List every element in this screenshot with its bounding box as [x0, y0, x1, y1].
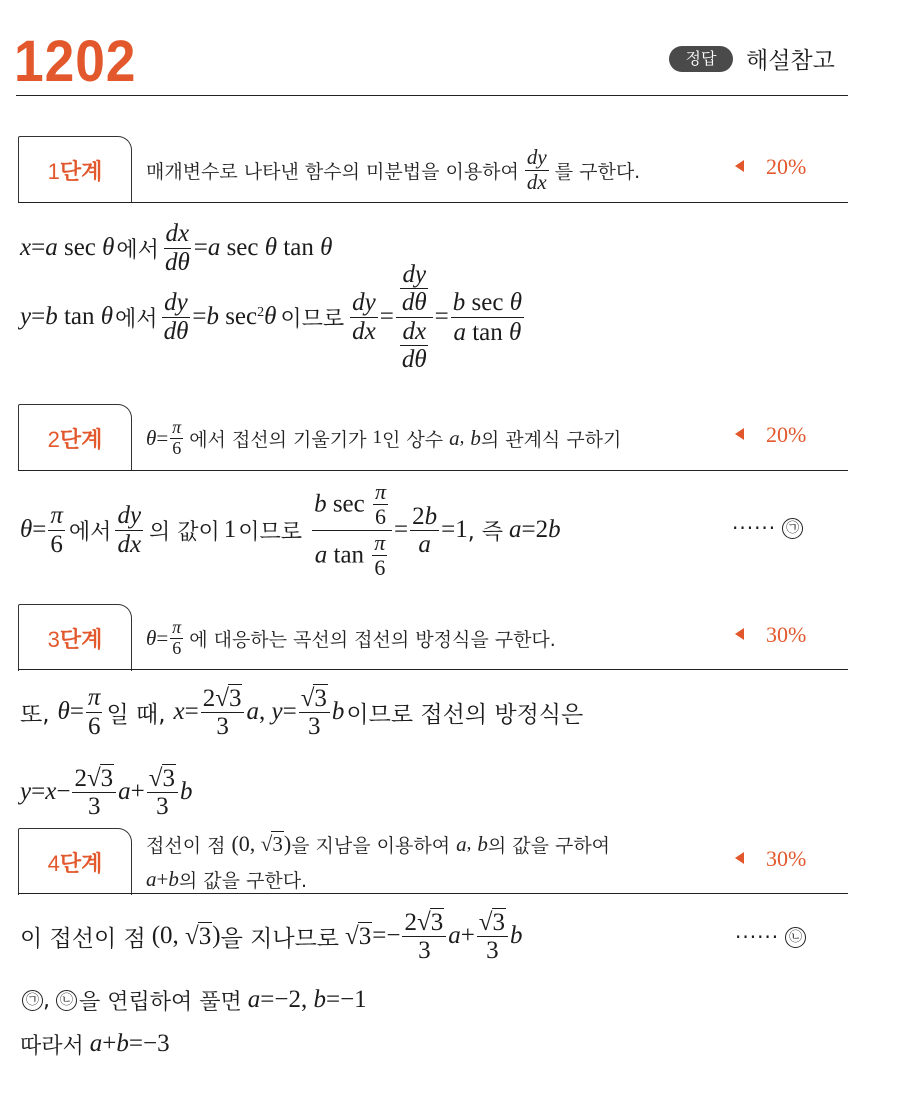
- eq-final-answer: 따라서 a + b =−3: [20, 1030, 170, 1059]
- step-4-rule: [18, 893, 848, 894]
- step-2-percent: 20%: [735, 422, 806, 448]
- eq-ref-1: ······ ㉠: [732, 516, 803, 540]
- eq-substitute-point: 이 접선이 점 (0, √ 3 ) 을 지나므로 √ 3 =− 2 √ 3 3 a + √ 3 3 b: [20, 908, 523, 964]
- mark-nieun: ㉡: [785, 927, 806, 948]
- step-2-rule: [18, 470, 848, 471]
- mark-giyeok: ㉠: [782, 518, 803, 539]
- step-3-tab: 3단계: [18, 604, 132, 671]
- step-3-percent: 30%: [735, 622, 806, 648]
- eq-tangent-point: 또, θ = $\frac{\pi}{6}$ 일 때, x = 2 √ 3 3 a , y = √ 3 3 b 이므로 접선의 방정식은: [20, 684, 584, 740]
- answer-badge: 정답: [669, 46, 733, 72]
- step-4-percent: 30%: [735, 846, 806, 872]
- eq-dy-dx: y = b tan θ 에서 $\frac{dy}{d\theta}$ = b sec $^2$ θ 이므로 $\frac{dy}{dx}$ = $\frac{\frac{dy}{d\theta}}{\frac{dx}{d\theta}}$ = $\frac{\text{b sec θ}}{\text{a tan θ}}$: [20, 260, 522, 373]
- eq-solve-system: ㉠ , ㉡ 을 연립하여 풀면 a =−2, b =−1: [20, 980, 367, 1020]
- step-3-rule: [18, 669, 848, 670]
- step-2-description: θ = $\frac{\pi}{6}$ 에서 접선의 기울기가 1 인 상수 a , b 의 관계식 구하기: [146, 416, 622, 458]
- step-4-tab: 4단계: [18, 828, 132, 895]
- step-3-description: θ = $\frac{\pi}{6}$ 에 대응하는 곡선의 접선의 방정식을 구한다.: [146, 616, 556, 658]
- step-4-description-line2: a + b 의 값을 구한다.: [146, 866, 308, 892]
- eq-ref-2: ······ ㉡: [735, 925, 806, 949]
- step-2-tab: 2단계: [18, 404, 132, 471]
- step-1-rule: [18, 202, 848, 203]
- problem-number: 1202: [14, 29, 137, 94]
- eq-tangent-line: y = x − 2 √ 3 3 a + √ 3 3 b: [20, 764, 193, 820]
- eq-dx-dtheta: x = a sec θ 에서 $\frac{dx}{d\theta}$ = a sec θ tan θ: [20, 220, 333, 276]
- step-1-percent: 20%: [735, 154, 806, 180]
- header-rule: [16, 95, 848, 96]
- step-4-description-line1: 접선이 점 (0, √ 3 ) 을 지남을 이용하여 a , b 의 값을 구하여: [146, 831, 611, 857]
- step-1-tab: 1단계: [18, 136, 132, 203]
- answer-reference: 해설참고: [746, 48, 835, 74]
- eq-slope-condition: θ = $\frac{\pi}{6}$ 에서 $\frac{dy}{dx}$ 의 값이 1 이므로 b sec $\frac{\pi}{6}$ a tan $\frac{\pi}{6}$ = $\frac{2b}{a}$ =1 , 즉 a =2 b: [20, 479, 561, 580]
- step-1-description: 매개변수로 나타낸 함수의 미분법을 이용하여 $\frac{dy}{dx}$ 를 구한다.: [146, 145, 641, 194]
